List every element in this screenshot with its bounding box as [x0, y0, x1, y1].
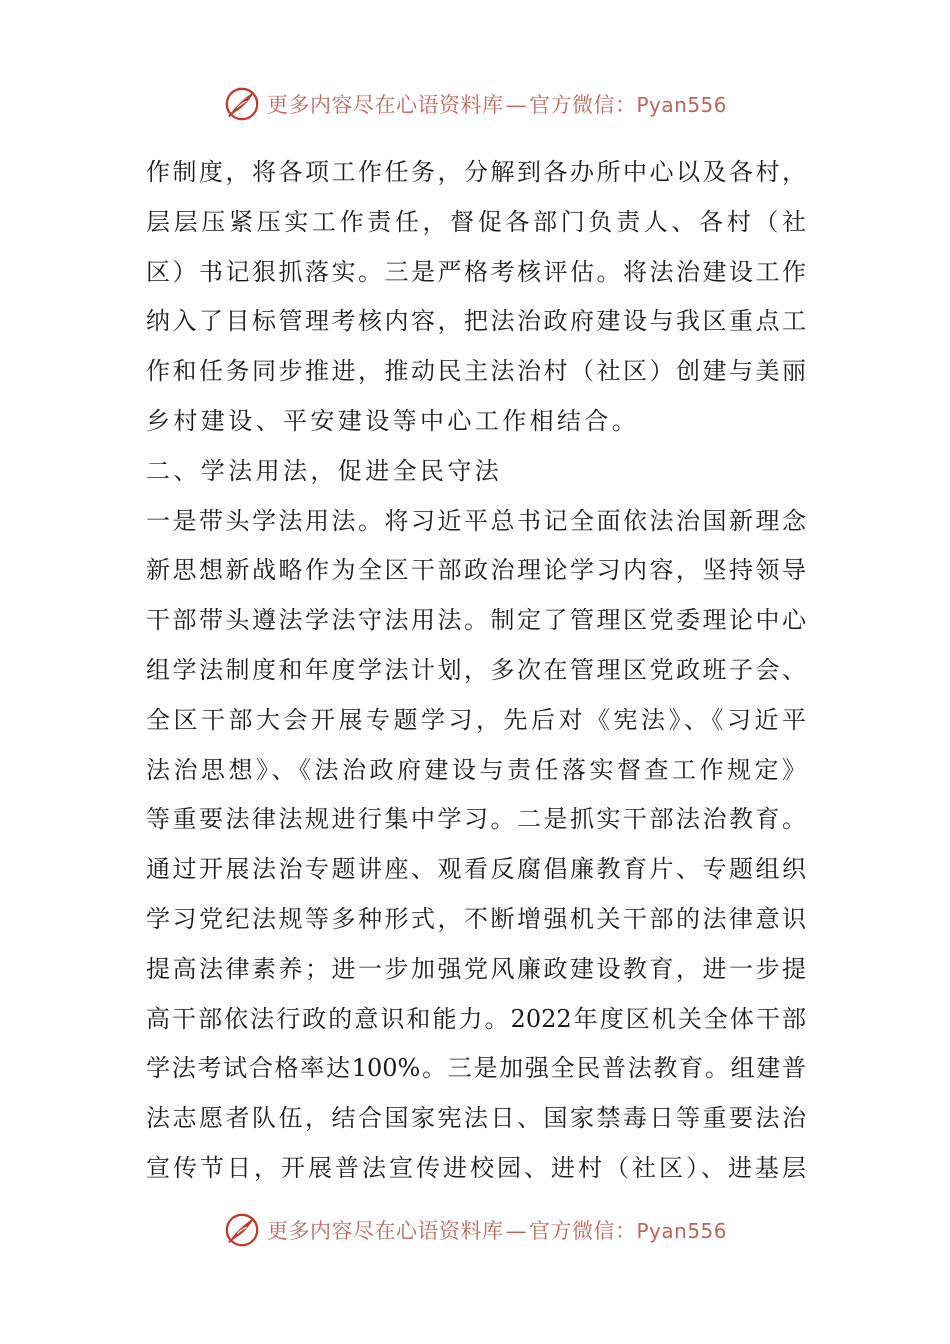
watermark-contact-label: 官方微信：	[528, 93, 637, 117]
body-line-18: 高干部依法行政的意识和能力。2022年度区机关全体干部	[146, 1004, 806, 1033]
watermark-slogan: 更多内容尽在心语资料库	[266, 1219, 504, 1243]
footer-watermark	[0, 1208, 950, 1252]
watermark-contact-id: Pyan556	[636, 1219, 727, 1243]
body-line-8: 一是带头学法用法。将习近平总书记全面依法治国新理念	[146, 506, 806, 535]
body-line-17: 提高法律素养；进一步加强党风廉政建设教育，进一步提	[146, 954, 806, 983]
body-line-9: 新思想新战略作为全区干部政治理论学习内容，坚持领导	[146, 556, 806, 585]
body-line-16: 学习党纪法规等多种形式，不断增强机关干部的法律意识	[146, 904, 806, 933]
body-line-10: 干部带头遵法学法守法用法。制定了管理区党委理论中心	[146, 606, 806, 635]
body-line-14: 等重要法律法规进行集中学习。二是抓实干部法治教育。	[146, 805, 806, 834]
body-line-19: 学法考试合格率达100%。三是加强全民普法教育。组建普	[146, 1054, 806, 1083]
body-line-5: 作和任务同步推进，推动民主法治村（社区）创建与美丽	[146, 357, 806, 386]
section-heading: 二、学法用法，促进全民守法	[146, 456, 503, 485]
watermark-dash: —	[505, 93, 527, 117]
body-line-1: 作制度，将各项工作任务，分解到各办所中心以及各村，	[146, 158, 806, 186]
body-line-11: 组学法制度和年度学法计划，多次在管理区党政班子会、	[146, 655, 806, 684]
watermark-dash: —	[505, 1219, 527, 1243]
body-line-6: 乡村建设、平安建设等中心工作相结合。	[146, 406, 640, 435]
body-line-12: 全区干部大会开展专题学习，先后对《宪法》、《习近平	[146, 705, 806, 734]
header-watermark	[0, 82, 950, 126]
quill-logo-icon	[223, 1211, 261, 1249]
body-line-3: 区）书记狠抓落实。三是严格考核评估。将法治建设工作	[146, 257, 806, 286]
watermark-contact-label: 官方微信：	[528, 1219, 637, 1243]
body-line-13: 法治思想》、《法治政府建设与责任落实督查工作规定》	[146, 755, 806, 784]
watermark-text	[267, 1215, 727, 1245]
quill-logo-icon	[223, 85, 261, 123]
body-line-21: 宣传节日，开展普法宣传进校园、进村（社区）、进基层	[146, 1153, 806, 1182]
body-line-15: 通过开展法治专题讲座、观看反腐倡廉教育片、专题组织	[146, 855, 806, 884]
body-line-20: 法志愿者队伍，结合国家宪法日、国家禁毒日等重要法治	[146, 1104, 806, 1133]
document-body	[146, 148, 806, 1194]
body-line-2: 层层压紧压实工作责任，督促各部门负责人、各村（社	[146, 207, 806, 236]
watermark-slogan: 更多内容尽在心语资料库	[266, 93, 504, 117]
watermark-text	[267, 89, 727, 119]
body-line-4: 纳入了目标管理考核内容，把法治政府建设与我区重点工	[146, 307, 806, 336]
watermark-contact-id: Pyan556	[636, 93, 727, 117]
